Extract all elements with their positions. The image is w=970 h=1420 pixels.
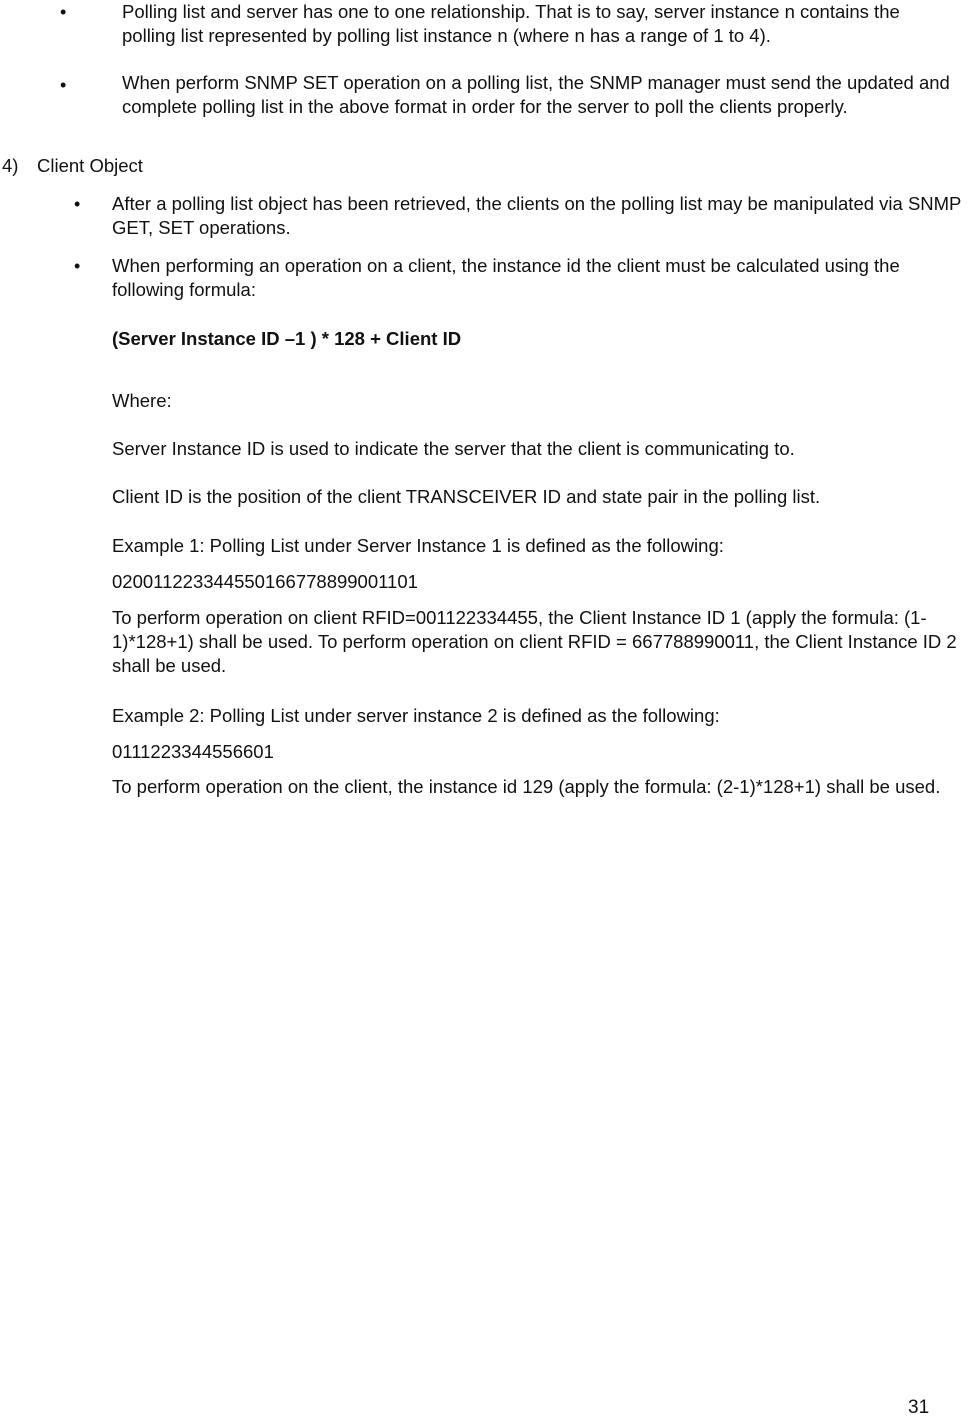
page-number: 31 bbox=[908, 1397, 930, 1418]
bullet-text: When perform SNMP SET operation on a polling list, the SNMP manager must send the updated and complete polling list in the above format in order for the server to poll the clients properly. bbox=[122, 72, 950, 117]
bullet-icon: • bbox=[74, 256, 81, 276]
bullet-text: After a polling list object has been retrieved, the clients on the polling list may be manipulated via SNMP GET, SET operations. bbox=[112, 193, 962, 238]
example-1-heading: Example 1: Polling List under Server Instance 1 is defined as the following: bbox=[112, 535, 724, 556]
section-title: Client Object bbox=[37, 155, 143, 176]
formula: (Server Instance ID –1 ) * 128 + Client ID bbox=[112, 328, 462, 349]
bullet-icon: • bbox=[60, 75, 67, 95]
example-1-value: 020011223344550166778899001101 bbox=[112, 571, 418, 592]
definition-client-id: Client ID is the position of the client TRANSCEIVER ID and state pair in the polling list. bbox=[112, 486, 821, 507]
bullet-icon: • bbox=[60, 2, 67, 22]
section-number: 4) bbox=[2, 155, 19, 176]
bullet-icon: • bbox=[74, 194, 81, 214]
example-1-description: To perform operation on client RFID=001122334455, the Client Instance ID 1 (apply the formula: (1-1)*128+1) shall be used. To perform operation on client RFID = 667788990011, the Client Instance ID 2 shall be used. bbox=[112, 607, 957, 676]
definition-server-instance-id: Server Instance ID is used to indicate the server that the client is communicating to. bbox=[112, 438, 795, 459]
example-2-heading: Example 2: Polling List under server instance 2 is defined as the following: bbox=[112, 705, 720, 726]
example-2-description: To perform operation on the client, the instance id 129 (apply the formula: (2-1)*128+1) shall be used. bbox=[112, 776, 941, 797]
example-2-value: 0111223344556601 bbox=[112, 741, 274, 762]
where-label: Where: bbox=[112, 390, 172, 411]
bullet-text: Polling list and server has one to one relationship. That is to say, server instance n contains the polling list represented by polling list instance n (where n has a range of 1 to 4). bbox=[122, 1, 900, 46]
bullet-text: When performing an operation on a client, the instance id the client must be calculated using the following formula: bbox=[112, 255, 900, 300]
